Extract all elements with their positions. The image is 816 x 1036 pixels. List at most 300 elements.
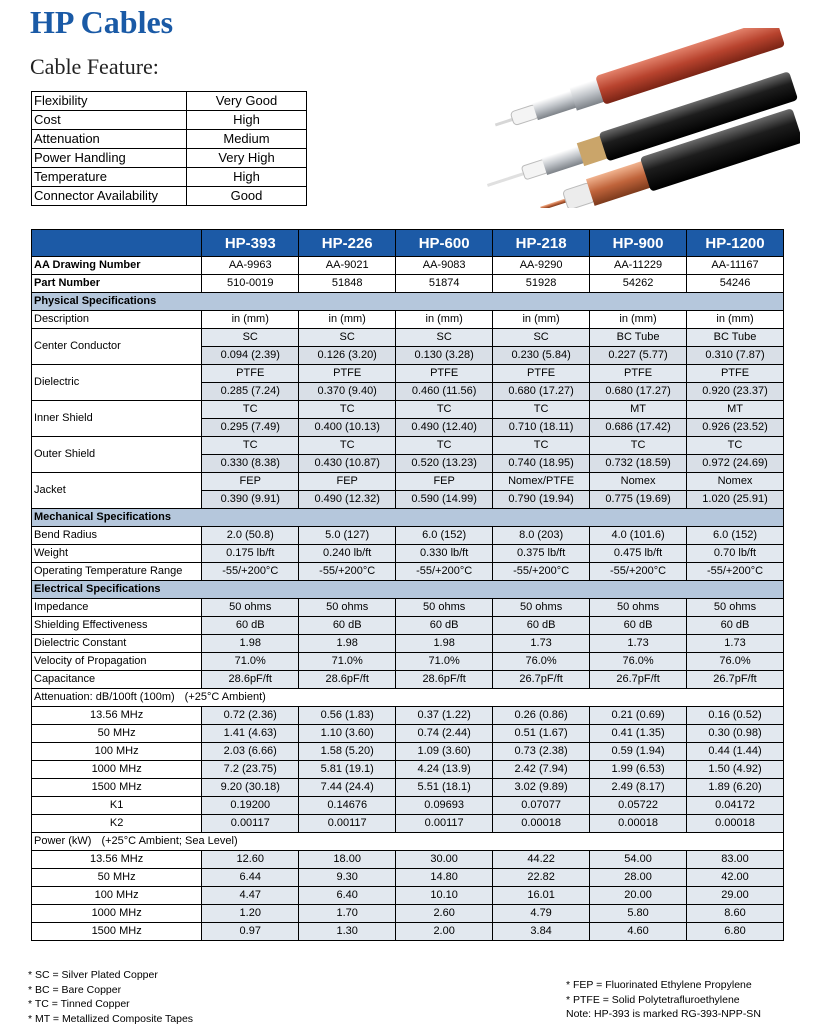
row-label: Jacket [32,473,202,509]
cell-value: 60 dB [202,617,299,635]
cell-value: AA-9021 [299,257,396,275]
model-name: HP-218 [493,230,590,257]
cell-value: 50 ohms [396,599,493,617]
section-header [32,581,784,599]
material-value: PTFE [493,365,590,383]
cell-value: 0.00117 [202,815,299,833]
footnote: Note: HP-393 is marked RG-393-NPP-SN [566,1008,761,1020]
cell-value: 1.20 [202,905,299,923]
cell-value: AA-9290 [493,257,590,275]
cell-value: 1.30 [299,923,396,941]
cell-value: 51874 [396,275,493,293]
row-label: 1000 MHz [32,905,202,923]
row-label: Operating Temperature Range [32,563,202,581]
cell-value: 0.73 (2.38) [493,743,590,761]
cell-value: 1.70 [299,905,396,923]
row-label: Capacitance [32,671,202,689]
footnote: * MT = Metallized Composite Tapes [28,1012,194,1025]
material-value: TC [493,437,590,455]
power-row [32,923,784,941]
cell-value: AA-9083 [396,257,493,275]
cell-value: 2.60 [396,905,493,923]
row-label: 100 MHz [32,887,202,905]
cell-value: -55/+200°C [299,563,396,581]
attenuation-row [32,725,784,743]
row-label: 1000 MHz [32,761,202,779]
cell-value: 2.03 (6.66) [202,743,299,761]
cell-value: 18.00 [299,851,396,869]
row-label: 13.56 MHz [32,851,202,869]
cell-value: 4.60 [590,923,687,941]
dimension-value: 0.230 (5.84) [493,347,590,365]
power-row [32,869,784,887]
model-name: HP-393 [202,230,299,257]
cell-value: 3.84 [493,923,590,941]
dimension-value: 0.295 (7.49) [202,419,299,437]
cell-value: 1.98 [299,635,396,653]
dimension-value: 0.330 (8.38) [202,455,299,473]
dimension-value: 0.400 (10.13) [299,419,396,437]
cell-value: -55/+200°C [202,563,299,581]
cell-value: 0.00018 [590,815,687,833]
dimension-value: 0.972 (24.69) [687,455,784,473]
row-label: K1 [32,797,202,815]
cell-value: 0.21 (0.69) [590,707,687,725]
cell-value: 60 dB [590,617,687,635]
material-value: PTFE [687,365,784,383]
cell-value: 2.42 (7.94) [493,761,590,779]
cell-value: 0.09693 [396,797,493,815]
cell-value: 1.89 (6.20) [687,779,784,797]
material-value: FEP [299,473,396,491]
cell-value: 9.20 (30.18) [202,779,299,797]
cell-value: 0.56 (1.83) [299,707,396,725]
row-label: Center Conductor [32,329,202,365]
row-label: Outer Shield [32,437,202,473]
attenuation-row [32,779,784,797]
cell-value: 0.59 (1.94) [590,743,687,761]
phys-row-material [32,365,784,383]
cell-value: 6.0 (152) [687,527,784,545]
cell-value: 0.16 (0.52) [687,707,784,725]
footnote: * TC = Tinned Copper [28,998,130,1010]
mech-row [32,527,784,545]
attenuation-row [32,761,784,779]
cell-value: 50 ohms [493,599,590,617]
section-title: Physical Specifications [32,293,784,311]
mech-row [32,545,784,563]
model-name: HP-226 [299,230,396,257]
cell-value: 28.6pF/ft [202,671,299,689]
aa-drawing-row [32,257,784,275]
feature-label: Cost [32,111,187,130]
spec-table [31,229,784,941]
cell-value: 0.07077 [493,797,590,815]
cell-value: 26.7pF/ft [590,671,687,689]
material-value: TC [590,437,687,455]
section-subtitle: Cable Feature: [30,54,159,79]
cell-value: 0.330 lb/ft [396,545,493,563]
dimension-value: 0.227 (5.77) [590,347,687,365]
attenuation-row [32,797,784,815]
phys-row-material [32,473,784,491]
material-value: Nomex [687,473,784,491]
dimension-value: 0.686 (17.42) [590,419,687,437]
material-value: MT [590,401,687,419]
feature-row [32,130,307,149]
cell-value: 0.30 (0.98) [687,725,784,743]
dimension-value: 0.740 (18.95) [493,455,590,473]
unit-header: in (mm) [202,311,299,329]
elec-row [32,635,784,653]
cell-value: 0.19200 [202,797,299,815]
dimension-value: 0.390 (9.91) [202,491,299,509]
cell-value: 0.44 (1.44) [687,743,784,761]
dimension-value: 0.775 (19.69) [590,491,687,509]
cell-value: 76.0% [590,653,687,671]
cell-value: 0.72 (2.36) [202,707,299,725]
feature-row [32,92,307,111]
material-value: PTFE [590,365,687,383]
cell-value: 10.10 [396,887,493,905]
footnote: * PTFE = Solid Polytetrafluroethylene [566,993,740,1006]
footnotes-right [566,978,761,1022]
material-value: SC [202,329,299,347]
row-label: 13.56 MHz [32,707,202,725]
material-value: SC [396,329,493,347]
cell-value: 1.73 [687,635,784,653]
cell-value: 1.73 [590,635,687,653]
row-label: Part Number [32,275,202,293]
feature-row [32,149,307,168]
row-label: 50 MHz [32,725,202,743]
row-label: Inner Shield [32,401,202,437]
cell-value: 0.74 (2.44) [396,725,493,743]
group-title-note: (+25°C Ambient; Sea Level) [101,835,238,847]
material-value: FEP [202,473,299,491]
cell-value: 83.00 [687,851,784,869]
cell-value: 0.51 (1.67) [493,725,590,743]
cell-value: 50 ohms [590,599,687,617]
cell-value: 1.58 (5.20) [299,743,396,761]
dimension-value: 0.680 (17.27) [590,383,687,401]
cell-value: 5.81 (19.1) [299,761,396,779]
cell-value: AA-11229 [590,257,687,275]
cell-value: 50 ohms [687,599,784,617]
feature-value: High [187,168,307,187]
dimension-value: 0.430 (10.87) [299,455,396,473]
cell-value: 4.47 [202,887,299,905]
cell-value: 60 dB [493,617,590,635]
cell-value: -55/+200°C [687,563,784,581]
cell-value: 1.98 [202,635,299,653]
cell-value: 6.0 (152) [396,527,493,545]
cell-value: 71.0% [299,653,396,671]
feature-label: Attenuation [32,130,187,149]
row-label: Weight [32,545,202,563]
row-label: Dielectric [32,365,202,401]
row-label: Description [32,311,202,329]
cell-value: 0.37 (1.22) [396,707,493,725]
cell-value: -55/+200°C [396,563,493,581]
cell-value: 16.01 [493,887,590,905]
feature-label: Flexibility [32,92,187,111]
group-title [32,833,784,851]
material-value: TC [396,437,493,455]
cell-value: 0.00117 [299,815,396,833]
material-value: Nomex/PTFE [493,473,590,491]
elec-row [32,617,784,635]
cell-value: 4.24 (13.9) [396,761,493,779]
unit-header: in (mm) [299,311,396,329]
power-row [32,905,784,923]
material-value: PTFE [396,365,493,383]
attenuation-row [32,707,784,725]
dimension-value: 0.790 (19.94) [493,491,590,509]
feature-value: Good [187,187,307,206]
dimension-value: 0.520 (13.23) [396,455,493,473]
group-title [32,689,784,707]
cell-value: 71.0% [396,653,493,671]
row-label: AA Drawing Number [32,257,202,275]
cell-value: 1.99 (6.53) [590,761,687,779]
cell-value: 54.00 [590,851,687,869]
material-value: TC [202,401,299,419]
dimension-value: 0.126 (3.20) [299,347,396,365]
cell-value: 0.05722 [590,797,687,815]
model-header-row [32,230,784,257]
cell-value: 60 dB [396,617,493,635]
cell-value: 6.44 [202,869,299,887]
cell-value: 2.49 (8.17) [590,779,687,797]
group-title-note: (+25°C Ambient) [184,691,266,703]
part-number-row [32,275,784,293]
feature-value: Very Good [187,92,307,111]
elec-row [32,599,784,617]
power-row [32,851,784,869]
description-row [32,311,784,329]
cell-value: AA-11167 [687,257,784,275]
cell-value: 8.60 [687,905,784,923]
phys-row-material [32,329,784,347]
cell-value: 510-0019 [202,275,299,293]
phys-row-material [32,401,784,419]
attenuation-title-row [32,689,784,707]
feature-row [32,111,307,130]
section-title: Mechanical Specifications [32,509,784,527]
attenuation-row [32,815,784,833]
cell-value: 0.475 lb/ft [590,545,687,563]
cell-value: 5.51 (18.1) [396,779,493,797]
cell-value: 7.44 (24.4) [299,779,396,797]
feature-row [32,168,307,187]
row-label: 100 MHz [32,743,202,761]
material-value: PTFE [202,365,299,383]
material-value: SC [493,329,590,347]
elec-row [32,671,784,689]
material-value: TC [299,401,396,419]
cell-value: 14.80 [396,869,493,887]
dimension-value: 0.094 (2.39) [202,347,299,365]
cell-value: 54246 [687,275,784,293]
row-label: 1500 MHz [32,923,202,941]
material-value: PTFE [299,365,396,383]
dimension-value: 0.310 (7.87) [687,347,784,365]
cell-value: 9.30 [299,869,396,887]
material-value: Nomex [590,473,687,491]
row-label: Bend Radius [32,527,202,545]
cell-value: 5.0 (127) [299,527,396,545]
dimension-value: 0.926 (23.52) [687,419,784,437]
phys-row-material [32,437,784,455]
power-row [32,887,784,905]
model-name: HP-900 [590,230,687,257]
cell-value: 0.240 lb/ft [299,545,396,563]
cell-value: 0.00018 [493,815,590,833]
cell-value: 8.0 (203) [493,527,590,545]
cell-value: 0.70 lb/ft [687,545,784,563]
dimension-value: 0.920 (23.37) [687,383,784,401]
feature-label: Temperature [32,168,187,187]
dimension-value: 1.020 (25.91) [687,491,784,509]
material-value: BC Tube [590,329,687,347]
model-name: HP-600 [396,230,493,257]
dimension-value: 0.285 (7.24) [202,383,299,401]
unit-header: in (mm) [590,311,687,329]
material-value: TC [299,437,396,455]
material-value: SC [299,329,396,347]
row-label: 1500 MHz [32,779,202,797]
cell-value: 1.09 (3.60) [396,743,493,761]
cell-value: 60 dB [687,617,784,635]
cell-value: 1.41 (4.63) [202,725,299,743]
section-header [32,293,784,311]
cell-value: 71.0% [202,653,299,671]
cell-value: 3.02 (9.89) [493,779,590,797]
unit-header: in (mm) [687,311,784,329]
row-label: Impedance [32,599,202,617]
cell-value: 5.80 [590,905,687,923]
cable-photo [470,28,800,208]
cell-value: 20.00 [590,887,687,905]
unit-header: in (mm) [396,311,493,329]
group-title-text: Power (kW) [34,835,92,847]
row-label: Dielectric Constant [32,635,202,653]
cell-value: 1.73 [493,635,590,653]
cell-value: 12.60 [202,851,299,869]
row-label: K2 [32,815,202,833]
page-title: HP Cables [30,4,174,40]
dimension-value: 0.710 (18.11) [493,419,590,437]
cell-value: 0.00018 [687,815,784,833]
cell-value: 60 dB [299,617,396,635]
material-value: MT [687,401,784,419]
dimension-value: 0.460 (11.56) [396,383,493,401]
cell-value: 0.04172 [687,797,784,815]
cell-value: -55/+200°C [590,563,687,581]
feature-table [31,91,307,206]
cell-value: 4.0 (101.6) [590,527,687,545]
feature-label: Power Handling [32,149,187,168]
cell-value: 42.00 [687,869,784,887]
cell-value: 30.00 [396,851,493,869]
power-title-row [32,833,784,851]
cell-value: 51928 [493,275,590,293]
cell-value: 6.80 [687,923,784,941]
cell-value: 51848 [299,275,396,293]
cell-value: 1.10 (3.60) [299,725,396,743]
cell-value: 50 ohms [202,599,299,617]
cell-value: 1.50 (4.92) [687,761,784,779]
dimension-value: 0.130 (3.28) [396,347,493,365]
feature-row [32,187,307,206]
dimension-value: 0.490 (12.40) [396,419,493,437]
cell-value: 6.40 [299,887,396,905]
feature-label: Connector Availability [32,187,187,206]
group-title-text: Attenuation: dB/100ft (100m) [34,691,175,703]
material-value: FEP [396,473,493,491]
cell-value: 76.0% [493,653,590,671]
elec-row [32,653,784,671]
dimension-value: 0.680 (17.27) [493,383,590,401]
dimension-value: 0.370 (9.40) [299,383,396,401]
row-label: 50 MHz [32,869,202,887]
cell-value: 0.00117 [396,815,493,833]
cell-value: 28.6pF/ft [299,671,396,689]
mech-row [32,563,784,581]
cell-value: 28.00 [590,869,687,887]
section-title: Electrical Specifications [32,581,784,599]
cell-value: 29.00 [687,887,784,905]
cell-value: 0.14676 [299,797,396,815]
cell-value: 54262 [590,275,687,293]
dimension-value: 0.590 (14.99) [396,491,493,509]
cell-value: AA-9963 [202,257,299,275]
cell-value: 0.26 (0.86) [493,707,590,725]
material-value: TC [687,437,784,455]
footnote: * SC = Silver Plated Copper [28,969,158,981]
cell-value: 7.2 (23.75) [202,761,299,779]
cell-value: 0.97 [202,923,299,941]
material-value: TC [396,401,493,419]
header-blank [32,230,202,257]
cell-value: 0.41 (1.35) [590,725,687,743]
feature-value: Medium [187,130,307,149]
dimension-value: 0.490 (12.32) [299,491,396,509]
cell-value: 0.375 lb/ft [493,545,590,563]
cell-value: 26.7pF/ft [687,671,784,689]
cell-value: -55/+200°C [493,563,590,581]
cell-value: 1.98 [396,635,493,653]
attenuation-row [32,743,784,761]
cell-value: 50 ohms [299,599,396,617]
cell-value: 2.00 [396,923,493,941]
cell-value: 22.82 [493,869,590,887]
unit-header: in (mm) [493,311,590,329]
dimension-value: 0.732 (18.59) [590,455,687,473]
model-name: HP-1200 [687,230,784,257]
material-value: TC [202,437,299,455]
feature-value: High [187,111,307,130]
material-value: TC [493,401,590,419]
cell-value: 4.79 [493,905,590,923]
feature-value: Very High [187,149,307,168]
cell-value: 2.0 (50.8) [202,527,299,545]
cell-value: 26.7pF/ft [493,671,590,689]
material-value: BC Tube [687,329,784,347]
footnote: * BC = Bare Copper [28,983,122,996]
cell-value: 0.175 lb/ft [202,545,299,563]
